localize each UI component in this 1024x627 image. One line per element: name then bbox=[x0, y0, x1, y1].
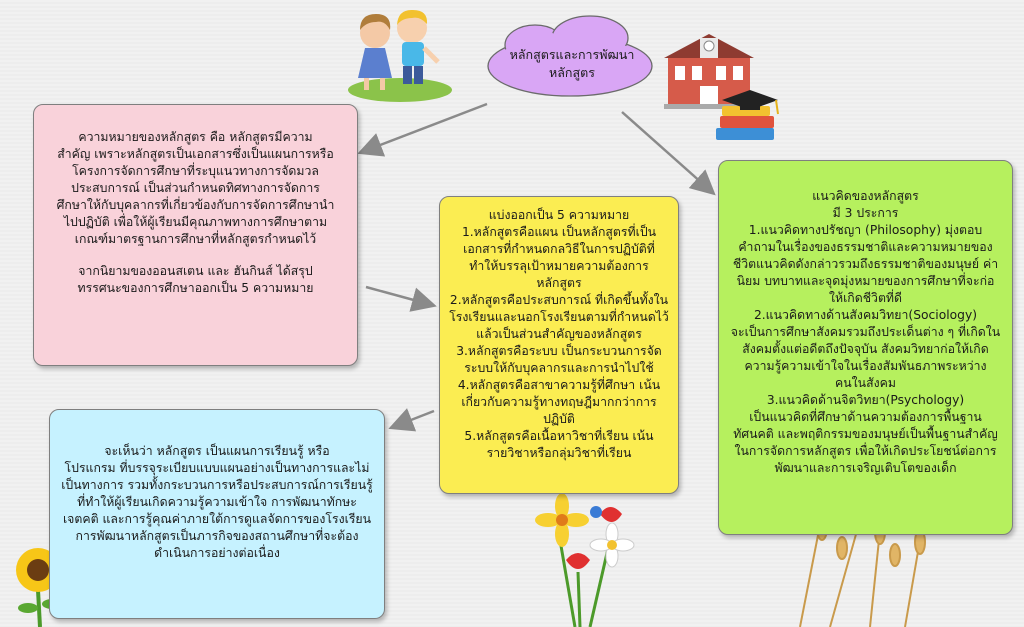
text-line: ระบบให้กับบุคลากรและการนำไปใช้ bbox=[464, 361, 654, 375]
text-line: ไปปฏิบัติ เพื่อให้ผู้เรียนมีคุณภาพทางการศึกษาตาม bbox=[63, 215, 328, 229]
text-line: 3.แนวคิดด้านจิตวิทยา(Psychology) bbox=[766, 393, 965, 407]
text-line: 1.แนวคิดทางปรัชญา (Philosophy) มุ่งตอบ bbox=[748, 223, 983, 237]
text-line: 3.หลักสูตรคือระบบ เป็นกระบวนการจัด bbox=[456, 344, 662, 358]
concepts-box bbox=[718, 160, 1013, 535]
arrow-pink-to-yellow bbox=[366, 287, 432, 305]
text-line: 1.หลักสูตรคือแผน เป็นหลักสูตรที่เป็น bbox=[461, 225, 657, 239]
text-line: แบ่งออกเป็น 5 ความหมาย bbox=[488, 208, 630, 222]
text-line: ปฏิบัติ bbox=[543, 412, 575, 426]
kids-icon bbox=[348, 10, 452, 102]
text-line: จากนิยามของออนสเตน และ ฮันกินส์ ได้สรุป bbox=[78, 264, 313, 278]
text-line: ในการจัดการหลักสูตร เพื่อให้เกิดประโยชน์ต่อการ bbox=[734, 444, 997, 458]
text-line: แล้วเป็นส่วนสำคัญของหลักสูตร bbox=[476, 327, 642, 341]
text-line: โรงเรียนและนอกโรงเรียนตามที่กำหนดไว้ bbox=[449, 310, 669, 324]
text-line: ศึกษาให้กับบุคลากรที่เกี่ยวข้องกับการจัดการศึกษานำ bbox=[56, 198, 335, 212]
text-line: 2.แนวคิดทางด้านสังคมวิทยา(Sociology) bbox=[753, 308, 978, 322]
text-line: แนวคิดของหลักสูตร bbox=[812, 189, 919, 203]
text-line: การพัฒนาหลักสูตรเป็นภารกิจของสถานศึกษาที่จะต้อง bbox=[75, 529, 359, 543]
center-topic-line: หลักสูตร bbox=[549, 65, 595, 80]
text-line: ความรู้ความเข้าใจในเรื่องสัมพันธภาพระหว่าง bbox=[744, 359, 987, 373]
text-line: 5.หลักสูตรคือเนื้อหาวิชาที่เรียน เน้น bbox=[464, 429, 654, 443]
flowers-icon bbox=[535, 493, 634, 627]
text-line: รายวิชาหรือกลุ่มวิชาที่เรียน bbox=[486, 446, 632, 460]
text-line: เป็นแนวคิดที่ศึกษาด้านความต้องการพื้นฐาน bbox=[749, 410, 982, 424]
text-line: เอกสารที่กำหนดกลวิธีในการปฏิบัติที่ bbox=[463, 242, 655, 256]
center-topic bbox=[492, 46, 652, 82]
arrow-to-pink bbox=[362, 104, 487, 152]
summary-box bbox=[49, 409, 385, 619]
text-line: คนในสังคม bbox=[835, 376, 896, 390]
text-line: 2.หลักสูตรคือประสบการณ์ ที่เกิดขึ้นทั้งใน bbox=[449, 293, 669, 307]
center-topic-line: หลักสูตรและการพัฒนา bbox=[509, 47, 635, 62]
text-line: สังคมตั้งแต่อดีตถึงปัจจุบัน สังคมวิทยาก่อให้เกิด bbox=[742, 342, 989, 356]
text-line: ประสบการณ์ เป็นส่วนกำหนดทิศทางการจัดการ bbox=[71, 181, 320, 195]
five-meanings-box bbox=[439, 196, 679, 494]
text-line: โปรแกรม ที่บรรจุระเบียบแบบแผนอย่างเป็นทางการและไม่ bbox=[64, 461, 370, 475]
text-line: เกี่ยวกับความรู้ทางทฤษฎีมากกว่าการ bbox=[461, 395, 657, 409]
text-line: เกณฑ์มาตรฐานการศึกษาที่หลักสูตรกำหนดไว้ bbox=[74, 232, 317, 246]
text-line: ดำเนินการอย่างต่อเนื่อง bbox=[154, 546, 280, 560]
text-line: ทรรศนะของการศึกษาออกเป็น 5 ความหมาย bbox=[77, 281, 314, 295]
text-line: จะเป็นการศึกษาสังคมรวมถึงประเด็นต่าง ๆ ที่เกิดใน bbox=[730, 325, 1001, 339]
text-line: สำคัญ เพราะหลักสูตรเป็นเอกสารซึ่งเป็นแผนการหรือ bbox=[57, 147, 334, 161]
arrow-to-green bbox=[622, 112, 712, 192]
text-line: โครงการจัดการศึกษาที่ระบุแนวทางการจัดมวล bbox=[72, 164, 319, 178]
text-line: ความหมายของหลักสูตร คือ หลักสูตรมีความ bbox=[78, 130, 313, 144]
text-line: เจตคติ และการรู้คุณค่าภายใต้การดูแลจัดการของโรงเรียน bbox=[62, 512, 372, 526]
text-line: เป็นทางการ รวมทั้งกระบวนการหรือประสบการณ์การเรียนรู้ bbox=[61, 478, 373, 492]
text-line: ให้เกิดชีวิตที่ดี bbox=[828, 291, 903, 305]
text-line: 4.หลักสูตรคือสาขาความรู้ที่ศึกษา เน้น bbox=[457, 378, 661, 392]
text-line: ที่ทำให้ผู้เรียนเกิดความรู้ความเข้าใจ การพัฒนาทักษะ bbox=[77, 495, 357, 509]
text-line: หลักสูตร bbox=[536, 276, 582, 290]
text-line: ชีวิตแนวคิดดังกล่าวรวมถึงธรรมชาติของมนุษย์ ค่า bbox=[732, 257, 999, 271]
arrow-yellow-to-blue bbox=[393, 411, 434, 427]
text-line: ทัศนคติ และพฤติกรรมของมนุษย์เป็นพื้นฐานสำคัญ bbox=[733, 427, 998, 441]
text-line: จะเห็นว่า หลักสูตร เป็นแผนการเรียนรู้ หรือ bbox=[104, 444, 330, 458]
text-line: ทำให้บรรลุเป้าหมายความต้องการ bbox=[469, 259, 649, 273]
text-line: มี 3 ประการ bbox=[832, 206, 899, 220]
text-line: นิยม บทบาทและจุดมุ่งหมายของการศึกษาที่จะก่อ bbox=[736, 274, 995, 288]
definition-box bbox=[33, 104, 358, 366]
text-line: พัฒนาและการเจริญเติบโตของเด็ก bbox=[774, 461, 957, 475]
text-line: คำถามในเรื่องของธรรมชาติและความหมายของ bbox=[738, 240, 993, 254]
